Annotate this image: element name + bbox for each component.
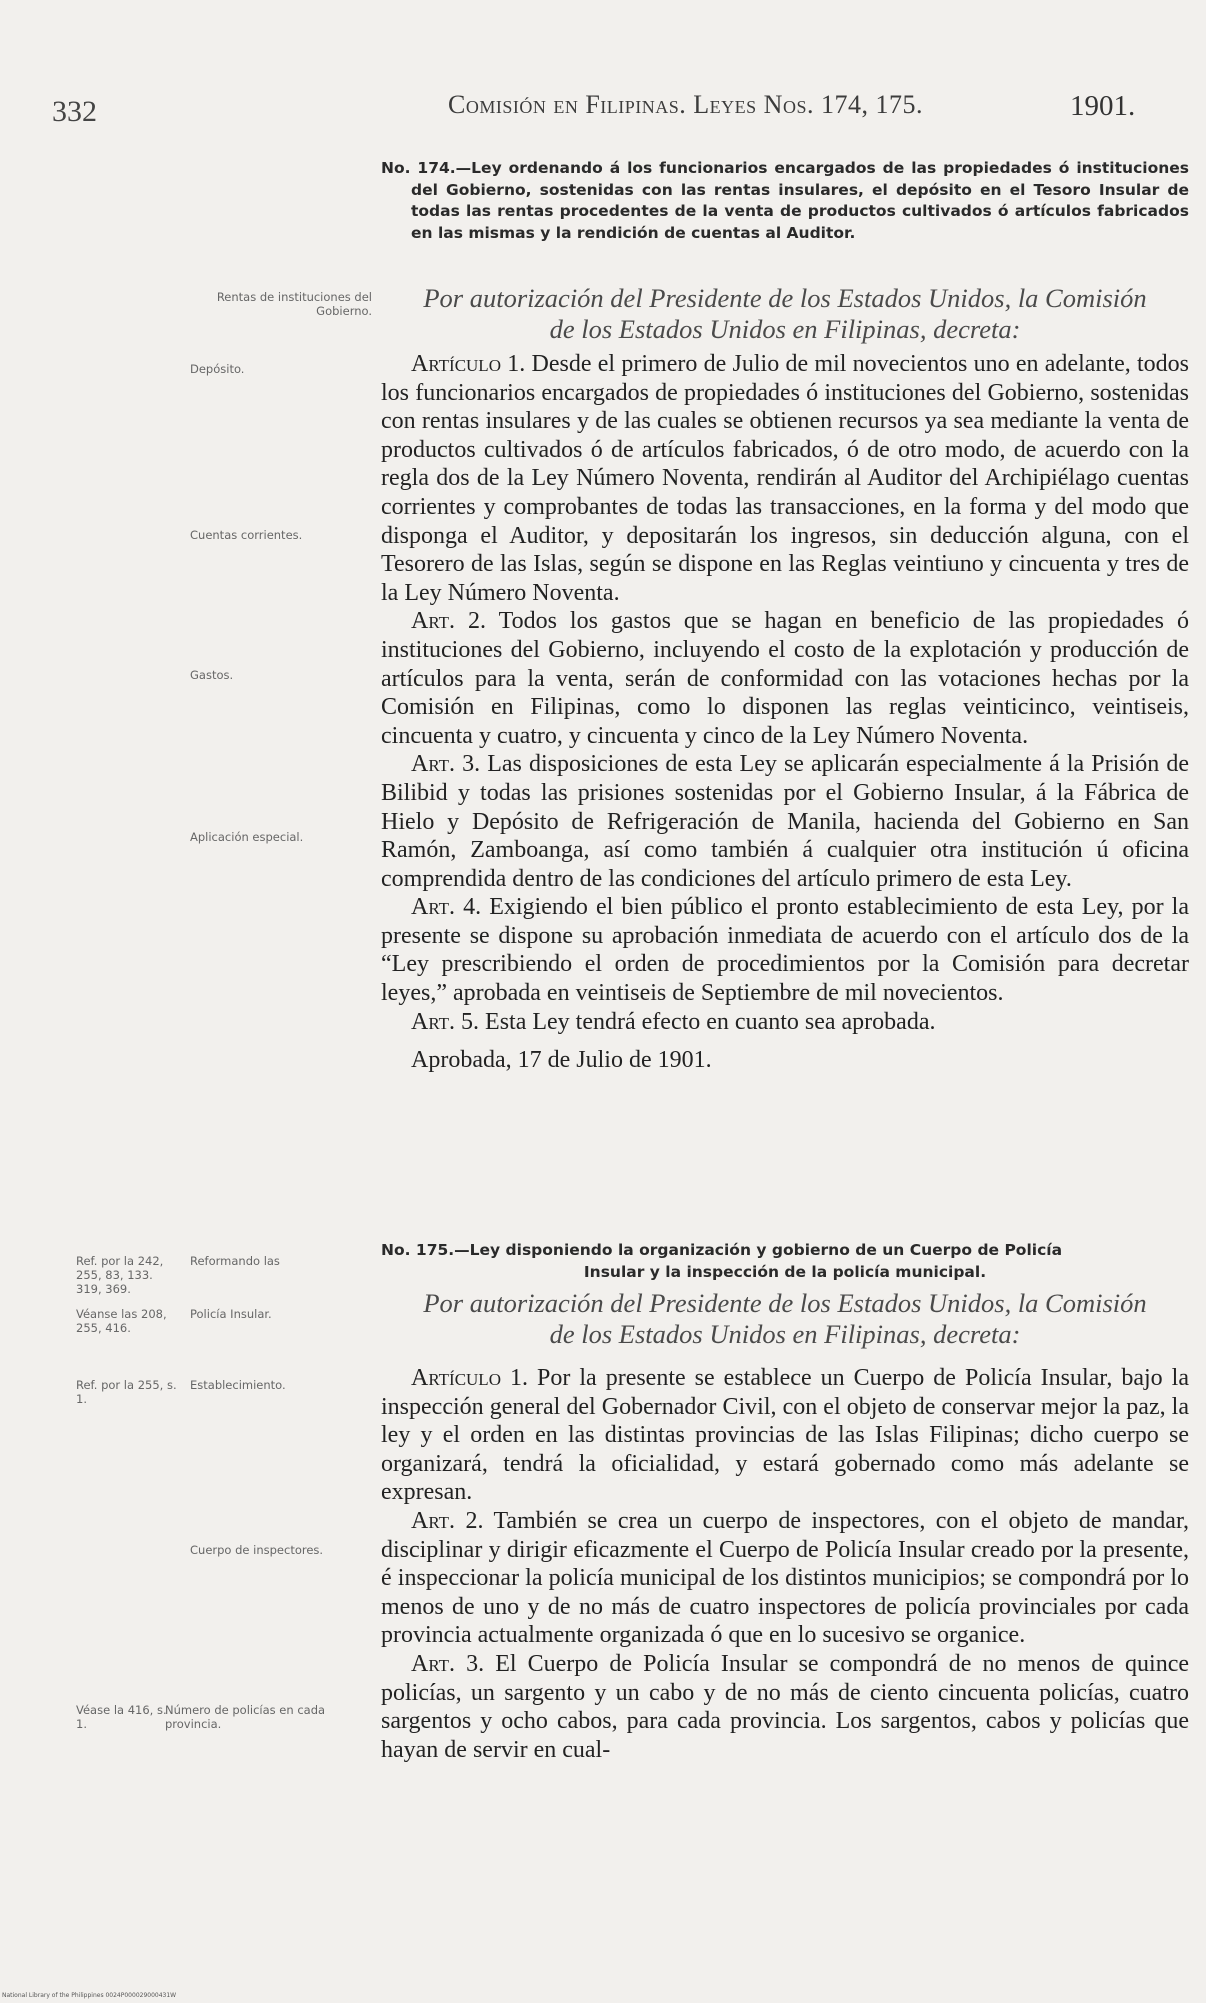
article-text: Todos los gastos que se hagan en beneficio de las propiedades ó instituciones del Gobierno, incluyendo el costo de la explotación y producción de artículos para la venta, serán de conformidad con las votaciones hechas por la Comisión en Filipinas, como lo disponen las reglas veinticinco, veintiseis, cincuenta y cuatro, y cincuenta y cinco de la Ley Número Noventa. bbox=[381, 608, 1189, 749]
law-174-enacting-line-1: Por autorización del Presidente de los Estados Unidos, la Comisión bbox=[423, 283, 1147, 313]
law-174-article-2 bbox=[381, 607, 1189, 750]
law-174-article-1 bbox=[381, 350, 1189, 607]
running-title: Comisión en Filipinas. Leyes Nos. 174, 175. bbox=[448, 90, 923, 119]
law-174-title-text: No. 174.—Ley ordenando á los funcionarios encargados de las propiedades ó instituciones del Gobierno, sostenidas con las rentas insulares, el depósito en el Tesoro Insular de todas las rentas procedentes de la venta de productos cultivados ó artículos fabricados en las mismas y la rendición de cuentas al Auditor. bbox=[381, 159, 1189, 242]
article-label: Art. 3. bbox=[411, 1650, 485, 1677]
margin-note-aplicacion: Aplicación especial. bbox=[190, 830, 304, 844]
margin-note-rentas: Rentas de instituciones del Gobierno. bbox=[216, 290, 372, 318]
margin-note-gastos: Gastos. bbox=[190, 668, 234, 682]
article-label: Art. 2. bbox=[411, 1507, 484, 1534]
law-174-enacting-clause bbox=[381, 283, 1189, 345]
law-174-enacting-line-2: de los Estados Unidos en Filipinas, decreta: bbox=[549, 314, 1021, 344]
margin-note-numero-policias: Número de policías en cada provincia. bbox=[165, 1703, 326, 1731]
scan-footer: National Library of the Philippines 0024P000029000431W bbox=[2, 1992, 177, 1999]
law-174-article-4 bbox=[381, 893, 1189, 1007]
margin-note-veanse-1: Véanse las 208, 255, 416. bbox=[76, 1307, 167, 1335]
margin-note-ref-1: Ref. por la 242, 255, 83, 133. 319, 369. bbox=[76, 1254, 164, 1296]
law-175-enacting-line-1: Por autorización del Presidente de los Estados Unidos, la Comisión bbox=[423, 1288, 1147, 1318]
article-label: Art. 2. bbox=[411, 608, 487, 635]
article-text: También se crea un cuerpo de inspectores, con el objeto de mandar, disciplinar y dirigir eficazmente el Cuerpo de Policía Insular creado por la presente, é inspeccionar la policía municipal de los distintos municipios; se compondrá por lo menos de uno y de no más de cuatro inspectores de policía provinciales por cada provincia actualmente organizada ó que en lo sucesivo se organice. bbox=[381, 1507, 1189, 1649]
article-label: Art. 3. bbox=[411, 751, 481, 778]
law-174-title bbox=[381, 158, 1189, 244]
article-text: Esta Ley tendrá efecto en cuanto sea aprobada. bbox=[485, 1008, 936, 1035]
law-175-body bbox=[381, 1364, 1189, 1764]
margin-note-cuerpo-inspectores: Cuerpo de inspectores. bbox=[190, 1543, 324, 1557]
margin-note-reformando: Reformando las bbox=[190, 1254, 280, 1268]
law-174-article-5 bbox=[381, 1008, 1189, 1037]
margin-note-cuentas: Cuentas corrientes. bbox=[190, 528, 303, 542]
law-175-article-1 bbox=[381, 1364, 1189, 1507]
law-174-approved: Aprobada, 17 de Julio de 1901. bbox=[411, 1047, 712, 1074]
article-text: Exigiendo el bien público el pronto establecimiento de esta Ley, por la presente se dispone su aprobación inmediata de acuerdo con el artículo dos de la “Ley prescribiendo el orden de procedimientos por la Comisión para decretar leyes,” aprobada en veintiseis de Septiembre de mil novecientos. bbox=[381, 894, 1190, 1007]
margin-note-policia-insular: Policía Insular. bbox=[190, 1307, 272, 1321]
law-174-article-3 bbox=[381, 750, 1189, 893]
law-175-title-line-1: No. 175.—Ley disponiendo la organización y gobierno de un Cuerpo de Policía bbox=[381, 1241, 1063, 1259]
page-number: 332 bbox=[52, 95, 97, 128]
margin-note-veanse-2: Véase la 416, s. 1. bbox=[76, 1703, 167, 1731]
article-label: Artículo 1. bbox=[411, 1365, 528, 1391]
law-175-article-3 bbox=[381, 1650, 1189, 1764]
article-text: El Cuerpo de Policía Insular se compondrá de no menos de quince policías, un sargento y un cabo y de no más de ciento cincuenta policías, cuatro sargentos y ocho cabos, para cada provincia. Los sargentos, cabos y policías que hayan de servir en cual- bbox=[381, 1650, 1189, 1763]
article-text: Las disposiciones de esta Ley se aplicarán especialmente á la Prisión de Bilibid y todas las prisiones sostenidas por el Gobierno Insular, á la Fábrica de Hielo y Depósito de Refrigeración de Manila, hacienda del Gobierno en San Ramón, Zamboanga, así como también á cualquier otra institución ú oficina comprendida dentro de las condiciones del artículo primero de esta Ley. bbox=[381, 751, 1189, 892]
law-175-title-line-2: Insular y la inspección de la policía municipal. bbox=[583, 1262, 987, 1281]
law-175-title bbox=[381, 1240, 1189, 1283]
article-label: Art. 5. bbox=[411, 1008, 480, 1035]
article-text: Desde el primero de Julio de mil novecientos uno en adelante, todos los funcionarios encargados de propiedades ó instituciones del Gobierno, sostenidas con rentas insulares y de las cuales se obtienen recursos ya sea mediante la venta de productos cultivados ó de artículos fabricados, ó de otro modo, de acuerdo con la regla dos de la Ley Número Noventa, rendirán al Auditor del Archipiélago cuentas corrientes y comprobantes de todas las transacciones, en la forma y del modo que disponga el Auditor, y depositarán los ingresos, sin deducción alguna, con el Tesorero de las Islas, según se dispone en las Reglas veintiuno y cincuenta y tres de la Ley Número Noventa. bbox=[381, 351, 1189, 606]
article-label: Art. 4. bbox=[411, 894, 482, 921]
law-175-article-2 bbox=[381, 1507, 1189, 1650]
margin-note-establecimiento: Establecimiento. bbox=[190, 1378, 286, 1392]
law-174-body bbox=[381, 350, 1189, 1075]
margin-note-ref-2: Ref. por la 255, s. 1. bbox=[76, 1378, 177, 1406]
running-year: 1901. bbox=[1070, 90, 1136, 122]
article-label: Artículo 1. bbox=[411, 351, 526, 377]
law-175-enacting-line-2: de los Estados Unidos en Filipinas, decreta: bbox=[549, 1319, 1021, 1349]
law-175-enacting-clause bbox=[381, 1288, 1189, 1350]
margin-note-deposito: Depósito. bbox=[190, 362, 245, 376]
article-text: Por la presente se establece un Cuerpo de Policía Insular, bajo la inspección general del Gobernador Civil, con el objeto de conservar mejor la paz, la ley y el orden en las distintas provincias de las Islas Filipinas; dicho cuerpo se organizará, tendrá la oficialidad, y estará gobernado como más adelante se expresan. bbox=[381, 1365, 1189, 1506]
